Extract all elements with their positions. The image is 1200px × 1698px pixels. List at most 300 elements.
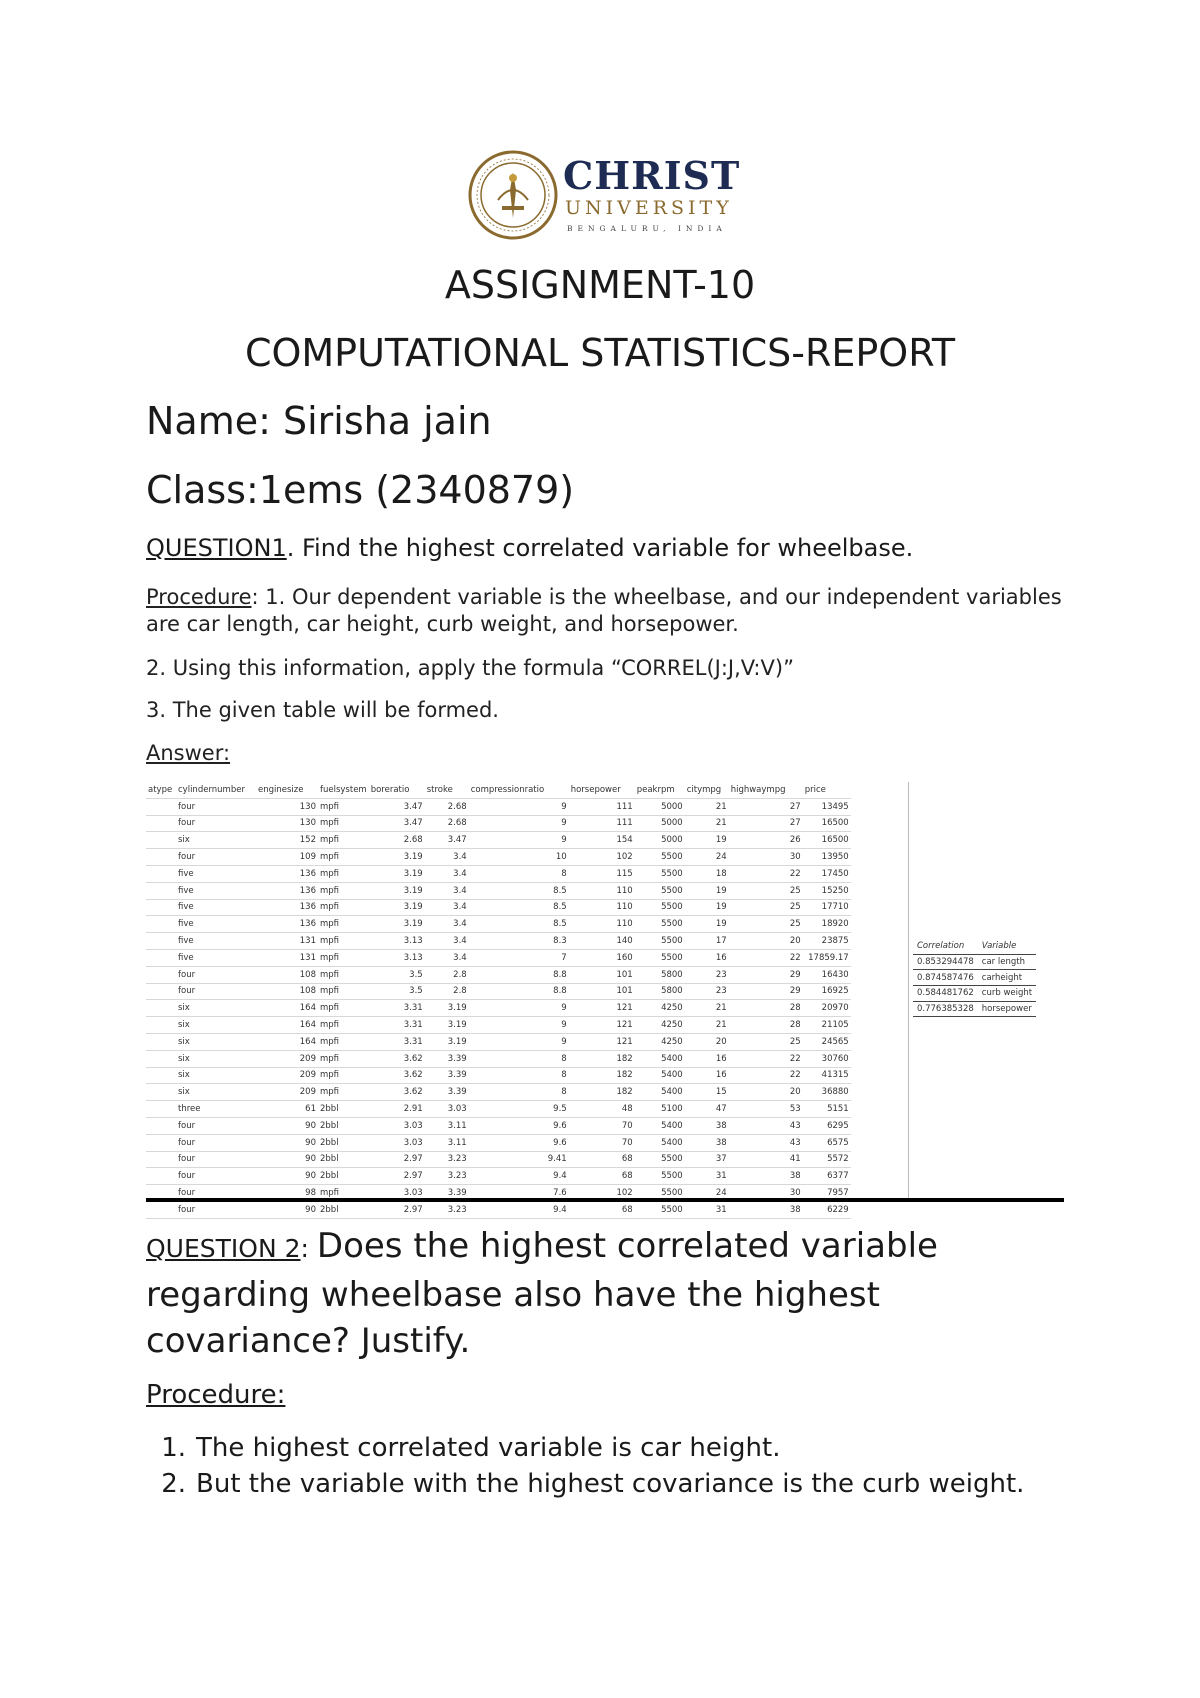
correlation-row: [913, 1001, 1036, 1017]
table-row: [146, 1168, 851, 1185]
table-cell: 3.39: [425, 1067, 469, 1084]
table-cell: 53: [729, 1101, 803, 1118]
table-cell: 3.13: [369, 933, 425, 950]
table-cell: 30: [729, 849, 803, 866]
table-cell: 102: [569, 1185, 635, 1202]
table-cell: four: [176, 1185, 256, 1202]
table-cell: 136: [256, 882, 318, 899]
table-cell: 2bbl: [318, 1201, 369, 1218]
table-cell: mpfi: [318, 1000, 369, 1017]
table-cell: 38: [685, 1134, 729, 1151]
table-header-cell: enginesize: [256, 782, 318, 798]
table-cell: 3.39: [425, 1185, 469, 1202]
table-cell: mpfi: [318, 865, 369, 882]
table-cell: 164: [256, 1033, 318, 1050]
table-cell: 68: [569, 1151, 635, 1168]
table-cell: 23: [685, 983, 729, 1000]
correlation-table-box: [913, 939, 1036, 1017]
table-cell: 5500: [635, 933, 685, 950]
table-cell: 9: [469, 832, 569, 849]
table-cell: 90: [256, 1134, 318, 1151]
list-item: [146, 1466, 1066, 1502]
table-cell: six: [176, 832, 256, 849]
table-cell: 3.31: [369, 1000, 425, 1017]
question-2-steps: [146, 1430, 1066, 1502]
table-cell: 160: [569, 949, 635, 966]
table-cell: 5400: [635, 1050, 685, 1067]
table-cell: [146, 949, 176, 966]
table-cell: 22: [729, 1067, 803, 1084]
table-cell: 152: [256, 832, 318, 849]
correlation-header-row: [913, 939, 1036, 954]
table-cell: 131: [256, 949, 318, 966]
table-row: [146, 916, 851, 933]
spreadsheet-image: [146, 782, 1064, 1215]
table-cell: 3.4: [425, 933, 469, 950]
table-cell: mpfi: [318, 899, 369, 916]
table-cell: 16925: [803, 983, 851, 1000]
table-cell: 3.13: [369, 949, 425, 966]
table-cell: 90: [256, 1151, 318, 1168]
table-cell: four: [176, 798, 256, 815]
table-cell: [146, 1000, 176, 1017]
table-cell: 3.39: [425, 1050, 469, 1067]
table-cell: 5151: [803, 1101, 851, 1118]
table-cell: four: [176, 966, 256, 983]
table-cell: five: [176, 949, 256, 966]
table-header-cell: price: [803, 782, 851, 798]
table-cell: 3.47: [369, 798, 425, 815]
table-row: [146, 1067, 851, 1084]
table-cell: 48: [569, 1101, 635, 1118]
table-cell: mpfi: [318, 933, 369, 950]
table-cell: four: [176, 1168, 256, 1185]
table-row: [146, 1134, 851, 1151]
correlation-header: Correlation: [913, 939, 978, 954]
table-cell: 5800: [635, 966, 685, 983]
table-cell: 37: [685, 1151, 729, 1168]
table-cell: 3.03: [369, 1117, 425, 1134]
table-cell: 182: [569, 1050, 635, 1067]
table-cell: 121: [569, 1017, 635, 1034]
table-cell: 209: [256, 1084, 318, 1101]
table-cell: 27: [729, 798, 803, 815]
table-cell: 9.4: [469, 1168, 569, 1185]
table-cell: 5500: [635, 949, 685, 966]
table-cell: 41315: [803, 1067, 851, 1084]
table-cell: 9: [469, 1033, 569, 1050]
table-cell: five: [176, 882, 256, 899]
table-cell: 131: [256, 933, 318, 950]
question-2-colon: :: [300, 1234, 317, 1263]
table-cell: 2.91: [369, 1101, 425, 1118]
table-header-cell: citympg: [685, 782, 729, 798]
table-cell: 22: [729, 865, 803, 882]
table-cell: 16500: [803, 832, 851, 849]
table-cell: 108: [256, 983, 318, 1000]
table-cell: mpfi: [318, 849, 369, 866]
table-cell: [146, 882, 176, 899]
table-cell: 9.5: [469, 1101, 569, 1118]
table-row: [146, 1117, 851, 1134]
table-cell: 130: [256, 815, 318, 832]
table-cell: [146, 1151, 176, 1168]
table-cell: four: [176, 849, 256, 866]
table-cell: 23875: [803, 933, 851, 950]
table-row: [146, 1151, 851, 1168]
table-cell: 115: [569, 865, 635, 882]
table-cell: 8.5: [469, 899, 569, 916]
correlation-variable: carheight: [978, 970, 1036, 986]
table-cell: [146, 983, 176, 1000]
table-cell: 4250: [635, 1017, 685, 1034]
table-cell: 3.39: [425, 1084, 469, 1101]
table-row: [146, 983, 851, 1000]
table-cell: 5500: [635, 882, 685, 899]
table-cell: [146, 1084, 176, 1101]
table-cell: 8.3: [469, 933, 569, 950]
table-cell: 2.68: [425, 798, 469, 815]
table-cell: 130: [256, 798, 318, 815]
table-cell: 5000: [635, 815, 685, 832]
table-cell: 3.4: [425, 849, 469, 866]
table-cell: 111: [569, 815, 635, 832]
table-cell: 20: [729, 1084, 803, 1101]
answer-label: Answer:: [146, 741, 231, 765]
procedure-step-2: 2. Using this information, apply the formula “CORREL(J:J,V:V)”: [146, 656, 794, 680]
table-cell: 24: [685, 1185, 729, 1202]
table-cell: four: [176, 1134, 256, 1151]
table-row: [146, 832, 851, 849]
table-cell: four: [176, 815, 256, 832]
university-logo: [468, 150, 741, 240]
image-bottom-border: [146, 1198, 1064, 1202]
table-cell: [146, 1033, 176, 1050]
table-cell: 21105: [803, 1017, 851, 1034]
table-cell: 47: [685, 1101, 729, 1118]
correlation-row: [913, 970, 1036, 986]
table-cell: 5500: [635, 1185, 685, 1202]
table-cell: 8.5: [469, 916, 569, 933]
table-cell: 5400: [635, 1084, 685, 1101]
table-cell: 101: [569, 966, 635, 983]
table-cell: 3.03: [369, 1185, 425, 1202]
table-cell: 27: [729, 815, 803, 832]
table-row: [146, 1101, 851, 1118]
list-item: [146, 1430, 1066, 1466]
table-cell: 109: [256, 849, 318, 866]
table-cell: 110: [569, 882, 635, 899]
table-cell: 9: [469, 1000, 569, 1017]
table-header-row: [146, 782, 851, 798]
table-cell: 5572: [803, 1151, 851, 1168]
procedure-step-1: : 1. Our dependent variable is the wheelbase, and our independent variables are car length, car height, curb weight, and horsepower.: [146, 585, 1062, 636]
table-cell: 8: [469, 865, 569, 882]
table-cell: 16430: [803, 966, 851, 983]
table-cell: 4250: [635, 1033, 685, 1050]
table-cell: 17859.17: [803, 949, 851, 966]
table-row: [146, 1033, 851, 1050]
table-cell: 164: [256, 1000, 318, 1017]
table-cell: 3.03: [369, 1134, 425, 1151]
column-divider: [908, 782, 909, 1202]
table-cell: [146, 1067, 176, 1084]
table-cell: 3.03: [425, 1101, 469, 1118]
table-row: [146, 1201, 851, 1218]
table-cell: mpfi: [318, 1033, 369, 1050]
table-cell: 6295: [803, 1117, 851, 1134]
table-cell: 16: [685, 1067, 729, 1084]
table-cell: [146, 916, 176, 933]
table-cell: 26: [729, 832, 803, 849]
table-cell: [146, 1201, 176, 1218]
table-cell: 7.6: [469, 1185, 569, 1202]
table-row: [146, 849, 851, 866]
table-cell: 17450: [803, 865, 851, 882]
table-cell: 4250: [635, 1000, 685, 1017]
table-cell: 2bbl: [318, 1151, 369, 1168]
question-1: [146, 532, 1066, 564]
table-cell: 25: [729, 882, 803, 899]
table-cell: three: [176, 1101, 256, 1118]
table-cell: 8: [469, 1084, 569, 1101]
table-cell: 17: [685, 933, 729, 950]
table-cell: [146, 1134, 176, 1151]
table-cell: 8.5: [469, 882, 569, 899]
correlation-value: 0.874587476: [913, 970, 978, 986]
table-cell: mpfi: [318, 1017, 369, 1034]
table-cell: 3.62: [369, 1084, 425, 1101]
table-cell: five: [176, 916, 256, 933]
table-cell: 24565: [803, 1033, 851, 1050]
question-2-procedure-label: Procedure:: [146, 1380, 286, 1410]
correlation-value: 0.776385328: [913, 1001, 978, 1017]
table-cell: 3.47: [425, 832, 469, 849]
question-1-procedure: [146, 584, 1066, 638]
correlation-row: [913, 986, 1036, 1002]
table-cell: 3.19: [369, 849, 425, 866]
table-cell: 2.97: [369, 1168, 425, 1185]
table-cell: 3.4: [425, 899, 469, 916]
table-cell: 182: [569, 1084, 635, 1101]
table-cell: 9: [469, 798, 569, 815]
correlation-variable: horsepower: [978, 1001, 1036, 1017]
table-cell: 5000: [635, 832, 685, 849]
table-cell: 90: [256, 1168, 318, 1185]
correlation-value: 0.584481762: [913, 986, 978, 1002]
table-row: [146, 1084, 851, 1101]
table-cell: 101: [569, 983, 635, 1000]
table-cell: [146, 1168, 176, 1185]
table-cell: 98: [256, 1185, 318, 1202]
correlation-variable: car length: [978, 954, 1036, 970]
table-cell: 9.6: [469, 1117, 569, 1134]
question-2: [146, 1223, 1066, 1364]
table-cell: 5400: [635, 1134, 685, 1151]
table-cell: 68: [569, 1168, 635, 1185]
table-cell: 16500: [803, 815, 851, 832]
table-cell: 22: [729, 1050, 803, 1067]
table-cell: 8: [469, 1050, 569, 1067]
table-cell: mpfi: [318, 983, 369, 1000]
table-cell: mpfi: [318, 882, 369, 899]
table-cell: 18920: [803, 916, 851, 933]
table-cell: 38: [685, 1117, 729, 1134]
table-row: [146, 949, 851, 966]
table-cell: 3.4: [425, 916, 469, 933]
table-cell: 13495: [803, 798, 851, 815]
table-cell: [146, 849, 176, 866]
table-cell: 209: [256, 1050, 318, 1067]
table-cell: 38: [729, 1201, 803, 1218]
table-cell: six: [176, 1033, 256, 1050]
car-data-table: [146, 782, 851, 1219]
table-cell: 90: [256, 1201, 318, 1218]
table-cell: 121: [569, 1000, 635, 1017]
table-header-cell: fuelsystem: [318, 782, 369, 798]
table-cell: 68: [569, 1201, 635, 1218]
table-cell: 3.23: [425, 1151, 469, 1168]
list-item-text: But the variable with the highest covariance is the curb weight.: [196, 1469, 1025, 1499]
table-cell: 16: [685, 1050, 729, 1067]
table-cell: [146, 1101, 176, 1118]
table-cell: 3.4: [425, 865, 469, 882]
table-cell: 5100: [635, 1101, 685, 1118]
table-cell: 43: [729, 1134, 803, 1151]
table-cell: mpfi: [318, 1084, 369, 1101]
table-cell: 28: [729, 1017, 803, 1034]
procedure-step-3: 3. The given table will be formed.: [146, 698, 499, 722]
table-row: [146, 1000, 851, 1017]
table-cell: 121: [569, 1033, 635, 1050]
table-cell: 19: [685, 916, 729, 933]
table-cell: mpfi: [318, 815, 369, 832]
table-cell: 3.5: [369, 966, 425, 983]
table-cell: 9.4: [469, 1201, 569, 1218]
table-cell: 2bbl: [318, 1134, 369, 1151]
table-header-cell: cylindernumber: [176, 782, 256, 798]
table-cell: 154: [569, 832, 635, 849]
table-cell: 90: [256, 1117, 318, 1134]
table-cell: 21: [685, 1000, 729, 1017]
table-cell: 110: [569, 899, 635, 916]
table-cell: 5500: [635, 1168, 685, 1185]
table-cell: 70: [569, 1117, 635, 1134]
table-cell: mpfi: [318, 1050, 369, 1067]
table-cell: 25: [729, 1033, 803, 1050]
table-cell: 3.19: [425, 1017, 469, 1034]
table-cell: 110: [569, 916, 635, 933]
table-cell: 3.19: [369, 916, 425, 933]
table-cell: mpfi: [318, 1067, 369, 1084]
table-header-cell: atype: [146, 782, 176, 798]
table-cell: 5500: [635, 1151, 685, 1168]
table-cell: 6229: [803, 1201, 851, 1218]
table-cell: 209: [256, 1067, 318, 1084]
correlation-value: 0.853294478: [913, 954, 978, 970]
table-cell: 21: [685, 1017, 729, 1034]
table-header-cell: compressionratio: [469, 782, 569, 798]
table-cell: [146, 933, 176, 950]
table-header-cell: boreratio: [369, 782, 425, 798]
table-cell: [146, 798, 176, 815]
table-row: [146, 882, 851, 899]
table-cell: 3.4: [425, 882, 469, 899]
student-name: Name: Sirisha jain: [146, 399, 492, 443]
table-header-cell: horsepower: [569, 782, 635, 798]
logo-location: BENGALURU, INDIA: [567, 224, 727, 233]
table-cell: 18: [685, 865, 729, 882]
table-cell: 17710: [803, 899, 851, 916]
table-cell: 3.19: [369, 865, 425, 882]
table-header-cell: peakrpm: [635, 782, 685, 798]
table-cell: 6575: [803, 1134, 851, 1151]
table-cell: mpfi: [318, 949, 369, 966]
table-cell: 6377: [803, 1168, 851, 1185]
table-row: [146, 865, 851, 882]
table-cell: five: [176, 865, 256, 882]
table-cell: 23: [685, 966, 729, 983]
table-cell: 19: [685, 832, 729, 849]
table-cell: 3.23: [425, 1168, 469, 1185]
table-cell: 140: [569, 933, 635, 950]
table-cell: 3.4: [425, 949, 469, 966]
table-cell: 70: [569, 1134, 635, 1151]
university-seal-icon: [468, 150, 558, 240]
table-cell: five: [176, 899, 256, 916]
table-cell: 38: [729, 1168, 803, 1185]
table-cell: 7957: [803, 1185, 851, 1202]
table-cell: 3.5: [369, 983, 425, 1000]
table-cell: 30: [729, 1185, 803, 1202]
table-cell: 3.62: [369, 1067, 425, 1084]
table-cell: 3.31: [369, 1033, 425, 1050]
table-cell: 31: [685, 1168, 729, 1185]
table-cell: 5500: [635, 899, 685, 916]
table-cell: 5500: [635, 1201, 685, 1218]
table-cell: six: [176, 1067, 256, 1084]
table-cell: 20970: [803, 1000, 851, 1017]
table-cell: 2bbl: [318, 1117, 369, 1134]
question-1-label: QUESTION1: [146, 534, 287, 562]
correlation-table: [913, 939, 1036, 1017]
table-cell: 22: [729, 949, 803, 966]
table-cell: 7: [469, 949, 569, 966]
table-cell: 136: [256, 899, 318, 916]
table-cell: 3.19: [425, 1000, 469, 1017]
table-cell: six: [176, 1017, 256, 1034]
table-row: [146, 798, 851, 815]
table-cell: mpfi: [318, 1185, 369, 1202]
table-cell: 2.8: [425, 983, 469, 1000]
table-cell: 3.19: [369, 882, 425, 899]
table-cell: [146, 966, 176, 983]
table-cell: 2.68: [369, 832, 425, 849]
correlation-variable: curb weight: [978, 986, 1036, 1002]
correlation-row: [913, 954, 1036, 970]
table-cell: 8: [469, 1067, 569, 1084]
table-header-cell: highwaympg: [729, 782, 803, 798]
table-cell: 9.6: [469, 1134, 569, 1151]
table-cell: 20: [729, 933, 803, 950]
table-cell: 2.97: [369, 1201, 425, 1218]
table-cell: 5000: [635, 798, 685, 815]
table-cell: 111: [569, 798, 635, 815]
table-cell: 10: [469, 849, 569, 866]
table-cell: 21: [685, 815, 729, 832]
table-cell: 36880: [803, 1084, 851, 1101]
table-row: [146, 966, 851, 983]
